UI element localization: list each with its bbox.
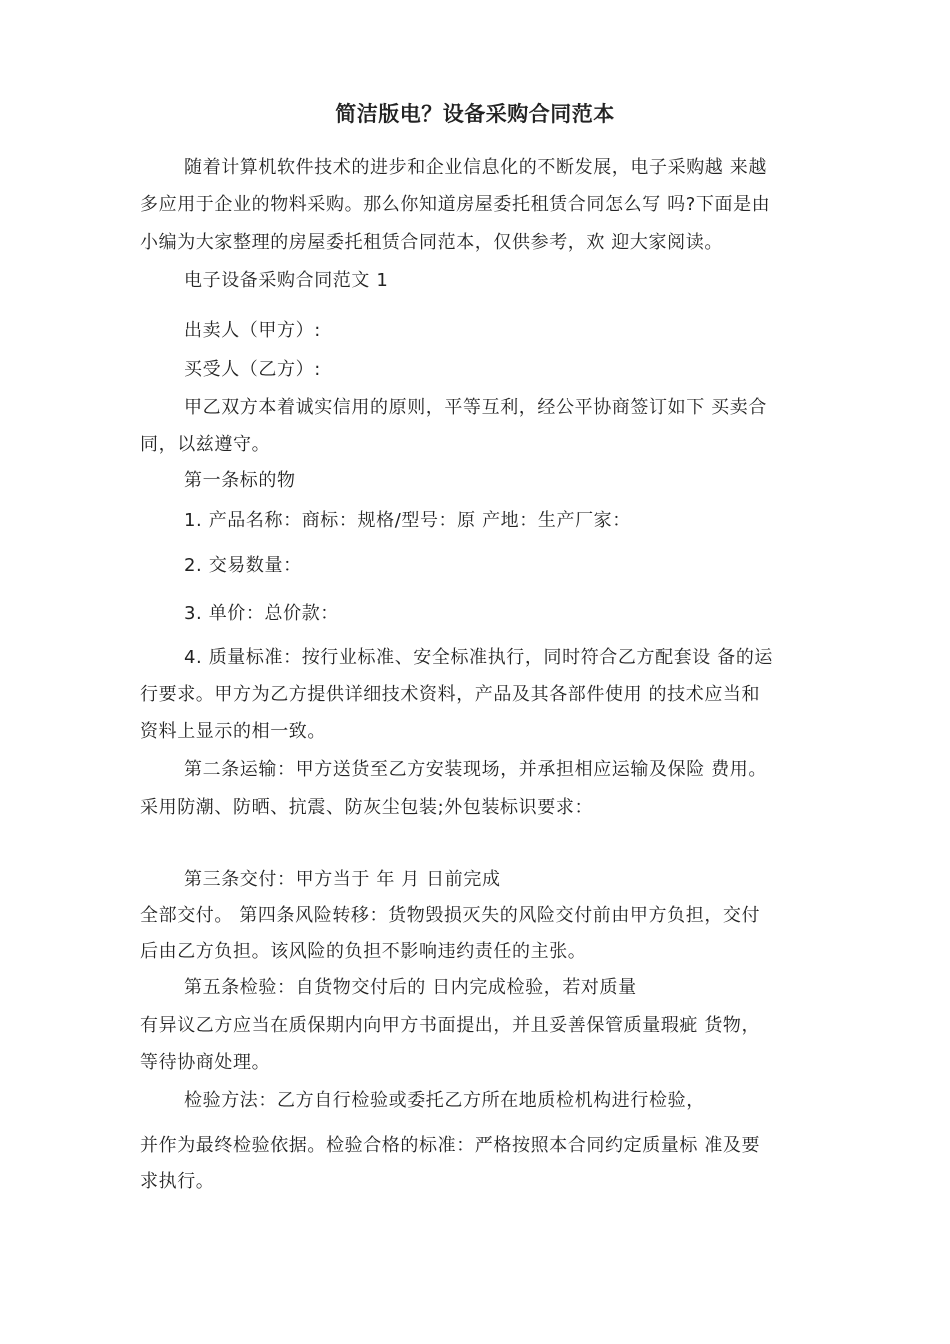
body-line: 全部交付。 第四条风险转移：货物毁损灭失的风险交付前由甲方负担，交付 <box>140 905 761 926</box>
body-line: 小编为大家整理的房屋委托租赁合同范本，仅供参考，欢 迎大家阅读。 <box>140 232 723 253</box>
body-line: 检验方法：乙方自行检验或委托乙方所在地质检机构进行检验， <box>184 1090 705 1111</box>
seller-label: 出卖人（甲方）: <box>184 320 321 341</box>
body-line: 等待协商处理。 <box>140 1052 271 1073</box>
article-line: 第五条检验：自货物交付后的 日内完成检验，若对质量 <box>184 977 637 998</box>
body-line: 多应用于企业的物料采购。那么你知道房屋委托租赁合同怎么写 吗?下面是由 <box>140 194 771 215</box>
body-line: 采用防潮、防晒、抗震、防灰尘包装;外包装标识要求： <box>140 797 594 818</box>
body-line: 有异议乙方应当在质保期内向甲方书面提出，并且妥善保管质量瑕疵 货物， <box>140 1015 761 1036</box>
list-item: 2. 交易数量： <box>184 555 302 576</box>
body-line: 后由乙方负担。该风险的负担不影响违约责任的主张。 <box>140 941 587 962</box>
list-item: 4. 质量标准：按行业标准、安全标准执行，同时符合乙方配套设 备的运 <box>184 647 774 668</box>
body-line: 行要求。甲方为乙方提供详细技术资料，产品及其各部件使用 的技术应当和 <box>140 684 761 705</box>
article-line: 第三条交付：甲方当于 年 月 日前完成 <box>184 869 501 890</box>
section-heading: 电子设备采购合同范文 1 <box>184 270 389 291</box>
body-line: 求执行。 <box>140 1171 215 1192</box>
article-line: 第二条运输：甲方送货至乙方安装现场，并承担相应运输及保险 费用。 <box>184 759 767 780</box>
body-line: 资料上显示的相一致。 <box>140 721 326 742</box>
article-heading: 第一条标的物 <box>184 470 296 491</box>
body-line: 同，以兹遵守。 <box>140 434 271 455</box>
body-line: 随着计算机软件技术的进步和企业信息化的不断发展，电子采购越 来越 <box>184 157 767 178</box>
body-line: 甲乙双方本着诚实信用的原则，平等互利，经公平协商签订如下 买卖合 <box>184 397 767 418</box>
buyer-label: 买受人（乙方）: <box>184 359 321 380</box>
document-title: 简洁版电？设备采购合同范本 <box>335 102 615 126</box>
list-item: 1. 产品名称：商标：规格/型号：原 产地：生产厂家： <box>184 510 631 531</box>
list-item: 3. 单价：总价款： <box>184 603 339 624</box>
body-line: 并作为最终检验依据。检验合格的标准：严格按照本合同约定质量标 准及要 <box>140 1135 761 1156</box>
